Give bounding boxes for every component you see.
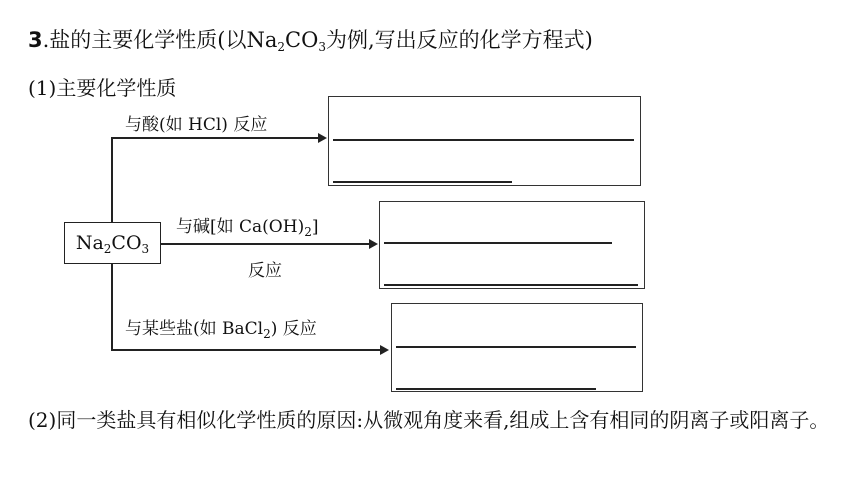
branch-salt-label: [125, 314, 317, 341]
base-label-bracket: ]: [311, 217, 319, 237]
formula-co-subscript: 3: [141, 242, 150, 256]
branch-acid-arrow: [111, 137, 319, 139]
branch-base-arrow: [160, 243, 370, 245]
branch-salt-arrow: [111, 349, 381, 351]
heading-text-tail: 为例,写出反应的化学方程式): [325, 28, 593, 52]
salt-label-subscript: 2: [263, 327, 271, 341]
subsection-2-text: (2)同一类盐具有相似化学性质的原因:从微观角度来看,组成上含有相同的阴离子或阳离子。: [28, 408, 830, 432]
arrow-head-icon: [380, 345, 389, 355]
answer-line: [333, 139, 634, 141]
answer-box-base[interactable]: [379, 201, 645, 289]
formula-na-subscript: 2: [103, 242, 112, 256]
connector-up: [111, 137, 113, 222]
answer-box-salt[interactable]: [391, 303, 643, 392]
heading-text: .盐的主要化学性质(以Na: [42, 28, 278, 52]
heading-text-co: CO: [285, 28, 319, 52]
formula-na: Na: [75, 232, 104, 254]
answer-line: [384, 284, 638, 286]
answer-box-acid[interactable]: [328, 96, 641, 186]
heading-number: 3: [28, 28, 43, 52]
answer-line: [384, 242, 612, 244]
answer-line: [396, 346, 636, 348]
arrow-head-icon: [369, 239, 378, 249]
salt-label-text: 与某些盐(如 BaCl: [125, 319, 264, 339]
base-label-text: 与碱[如 Ca(OH): [176, 217, 305, 237]
connector-down: [111, 263, 113, 350]
branch-acid-label: 与酸(如 HCl) 反应: [125, 115, 268, 135]
heading-subscript-2: 2: [277, 40, 286, 54]
answer-line: [396, 388, 596, 390]
salt-label-tail: ) 反应: [270, 319, 317, 339]
branch-base-label: [176, 212, 319, 239]
heading-subscript-3: 3: [318, 40, 326, 54]
sodium-carbonate-box: [64, 222, 161, 264]
arrow-head-icon: [318, 133, 327, 143]
subsection-1-title: (1)主要化学性质: [28, 76, 177, 100]
formula-co: CO: [111, 232, 142, 254]
section-heading: [28, 24, 593, 54]
branch-base-label-2: 反应: [248, 261, 282, 281]
answer-line: [333, 181, 512, 183]
base-label-subscript: 2: [304, 225, 312, 239]
